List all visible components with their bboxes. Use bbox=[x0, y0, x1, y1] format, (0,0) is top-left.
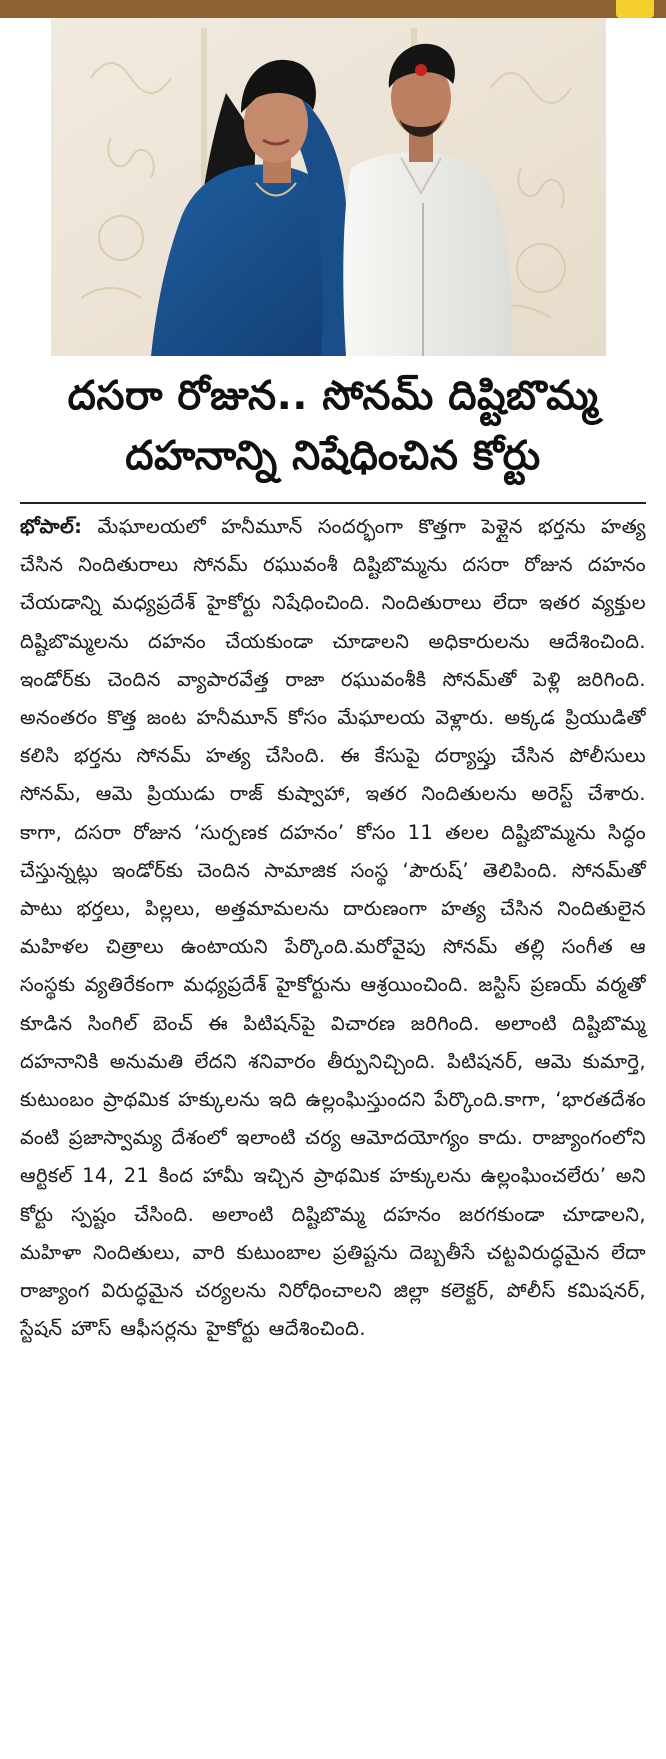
headline-line-1: దసరా రోజున.. సోనమ్ దిష్టిబొమ్మ bbox=[67, 373, 599, 419]
article-dateline: భోపాల్: bbox=[20, 515, 83, 538]
headline-divider bbox=[20, 502, 646, 504]
article-text: మేఘాలయలో హనీమూన్ సందర్భంగా కొత్తగా పెళ్లైన భర్తను హత్య చేసిన నిందితురాలు సోనమ్ రఘువంశీ దిష్టిబొమ్మను దసరా రోజున దహనం చేయడాన్ని మధ్యప్రదేశ్ హైకోర్టు నిషేధించింది. నిందితురాలు లేదా ఇతర వ్యక్తుల దిష్టిబొమ్మలను దహనం చేయకుండా చూడాలని అధికారులను ఆదేశించింది. ఇండోర్‌కు చెందిన వ్యాపారవేత్త రాజా రఘువంశీకి సోనమ్‌తో పెళ్లి జరిగింది. అనంతరం కొత్త జంట హనీమూన్ కోసం మేఘాలయ వెళ్లారు. అక్కడ ప్రియుడితో కలిసి భర్తను సోనమ్ హత్య చేసింది. ఈ కేసుపై దర్యాప్తు చేసిన పోలీసులు సోనమ్, ఆమె ప్రియుడు రాజ్ కుష్వాహా, ఇతర నిందితులను అరెస్ట్ చేశారు. కాగా, దసరా రోజున ‘సుర్పణక దహనం’ కోసం 11 తలల దిష్టిబొమ్మను సిద్ధం చేస్తున్నట్లు ఇండోర్‌కు చెందిన సామాజిక సంస్థ ‘పౌరుష్’ తెలిపింది. సోనమ్‌తో పాటు భర్తలు, పిల్లలు, అత్తమామలను దారుణంగా హత్య చేసిన నిందితులైన మహిళల చిత్రాలు ఉంటాయని పేర్కొంది.మరోవైపు సోనమ్ తల్లి సంగీత ఆ సంస్థకు వ్యతిరేకంగా మధ్యప్రదేశ్ హైకోర్టును ఆశ్రయించింది. జస్టిస్ ప్రణయ్ వర్మతో కూడిన సింగిల్ బెంచ్ ఈ పిటిషన్‌పై విచారణ జరిగింది. అలాంటి దిష్టిబొమ్మ దహనానికి అనుమతి లేదని శనివారం తీర్పునిచ్చింది. పిటిషనర్, ఆమె కుమార్తె, కుటుంబం ప్రాథమిక హక్కులను ఇది ఉల్లంఘిస్తుందని పేర్కొంది.కాగా, ‘భారతదేశం వంటి ప్రజాస్వామ్య దేశంలో ఇలాంటి చర్య ఆమోదయోగ్యం కాదు. రాజ్యాంగంలోని ఆర్టికల్ 14, 21 కింద హామీ ఇచ్చిన ప్రాథమిక హక్కులను ఉల్లంఘించలేరు’ అని కోర్టు స్పష్టం చేసింది. అలాంటి దిష్టిబొమ్మ దహనం జరగకుండా చూడాలని, మహిళా నిందితులు, వారి కుటుంబాల ప్రతిష్టను దెబ్బతీసే చట్టవిరుద్ధమైన లేదా రాజ్యాంగ విరుద్ధమైన చర్యలను నిరోధించాలని జిల్లా కలెక్టర్, పోలీస్ కమిషనర్, స్టేషన్ హౌస్ ఆఫీసర్లను హైకోర్టు ఆదేశించింది. bbox=[20, 515, 646, 1341]
masthead-strip bbox=[0, 0, 666, 18]
page-number-badge bbox=[616, 0, 654, 18]
headline bbox=[20, 366, 646, 486]
couple-photo-icon bbox=[51, 18, 606, 356]
headline-line-2: దహనాన్ని నిషేధించిన కోర్టు bbox=[125, 433, 541, 479]
article-body bbox=[20, 508, 646, 1348]
couple-photo bbox=[51, 18, 606, 356]
